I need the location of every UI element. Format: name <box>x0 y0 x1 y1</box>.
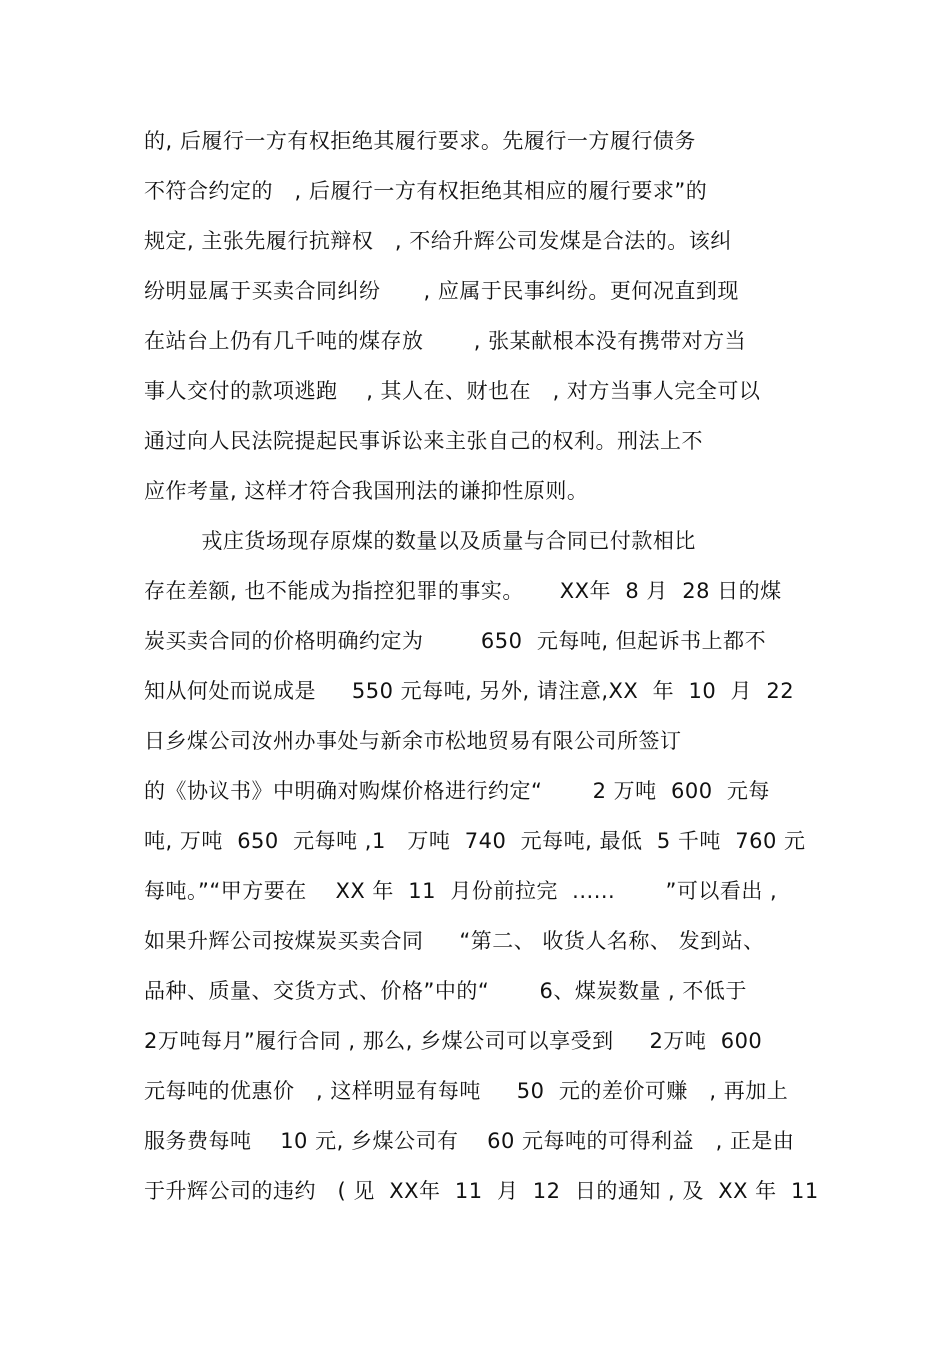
text-line: 事人交付的款项逃跑 , 其人在、财也在 , 对方当事人完全可以 <box>144 379 761 403</box>
text-line: 品种、质量、交货方式、价格”中的“ 6、煤炭数量 , 不低于 <box>144 979 747 1003</box>
text-line: 的《协议书》中明确对购煤价格进行约定“ 2 万吨 600 元每 <box>144 779 770 803</box>
text-line: 于升辉公司的违约 ( 见 XX年 11 月 12 日的通知 , 及 XX 年 11 <box>144 1179 819 1203</box>
text-line: 2万吨每月”履行合同 , 那么, 乡煤公司可以享受到 2万吨 600 <box>144 1029 763 1053</box>
text-line: 在站台上仍有几千吨的煤存放 , 张某献根本没有携带对方当 <box>144 329 747 353</box>
text-line: 存在差额, 也不能成为指控犯罪的事实。 XX年 8 月 28 日的煤 <box>144 579 782 603</box>
text-line: 每吨。”“甲方要在 XX 年 11 月份前拉完 ...... ”可以看出 , <box>144 879 778 903</box>
text-line: 日乡煤公司汝州办事处与新余市松地贸易有限公司所签订 <box>144 729 682 753</box>
text-line: 服务费每吨 10 元, 乡煤公司有 60 元每吨的可得利益 , 正是由 <box>144 1129 795 1153</box>
text-line: 应作考量, 这样才符合我国刑法的谦抑性原则。 <box>144 479 589 503</box>
text-line: 纷明显属于买卖合同纠纷 , 应属于民事纠纷。更何况直到现 <box>144 279 739 303</box>
text-line: 的, 后履行一方有权拒绝其履行要求。先履行一方履行债务 <box>144 129 696 153</box>
text-line: 如果升辉公司按煤炭买卖合同 “第二、 收货人名称、 发到站、 <box>144 929 765 953</box>
text-line: 不符合约定的 , 后履行一方有权拒绝其相应的履行要求”的 <box>144 179 708 203</box>
paragraph-start-line: 戎庄货场现存原煤的数量以及质量与合同已付款相比 <box>144 529 696 553</box>
text-line: 通过向人民法院提起民事诉讼来主张自己的权利。刑法上不 <box>144 429 703 453</box>
text-line: 吨, 万吨 650 元每吨 ,1 万吨 740 元每吨, 最低 5 千吨 760 元 <box>144 829 806 853</box>
text-line: 规定, 主张先履行抗辩权 , 不给升辉公司发煤是合法的。该纠 <box>144 229 732 253</box>
text-line: 元每吨的优惠价 , 这样明显有每吨 50 元的差价可赚 , 再加上 <box>144 1079 789 1103</box>
text-line: 炭买卖合同的价格明确约定为 650 元每吨, 但起诉书上都不 <box>144 629 767 653</box>
text-line: 知从何处而说成是 550 元每吨, 另外, 请注意,XX 年 10 月 22 <box>144 679 795 703</box>
